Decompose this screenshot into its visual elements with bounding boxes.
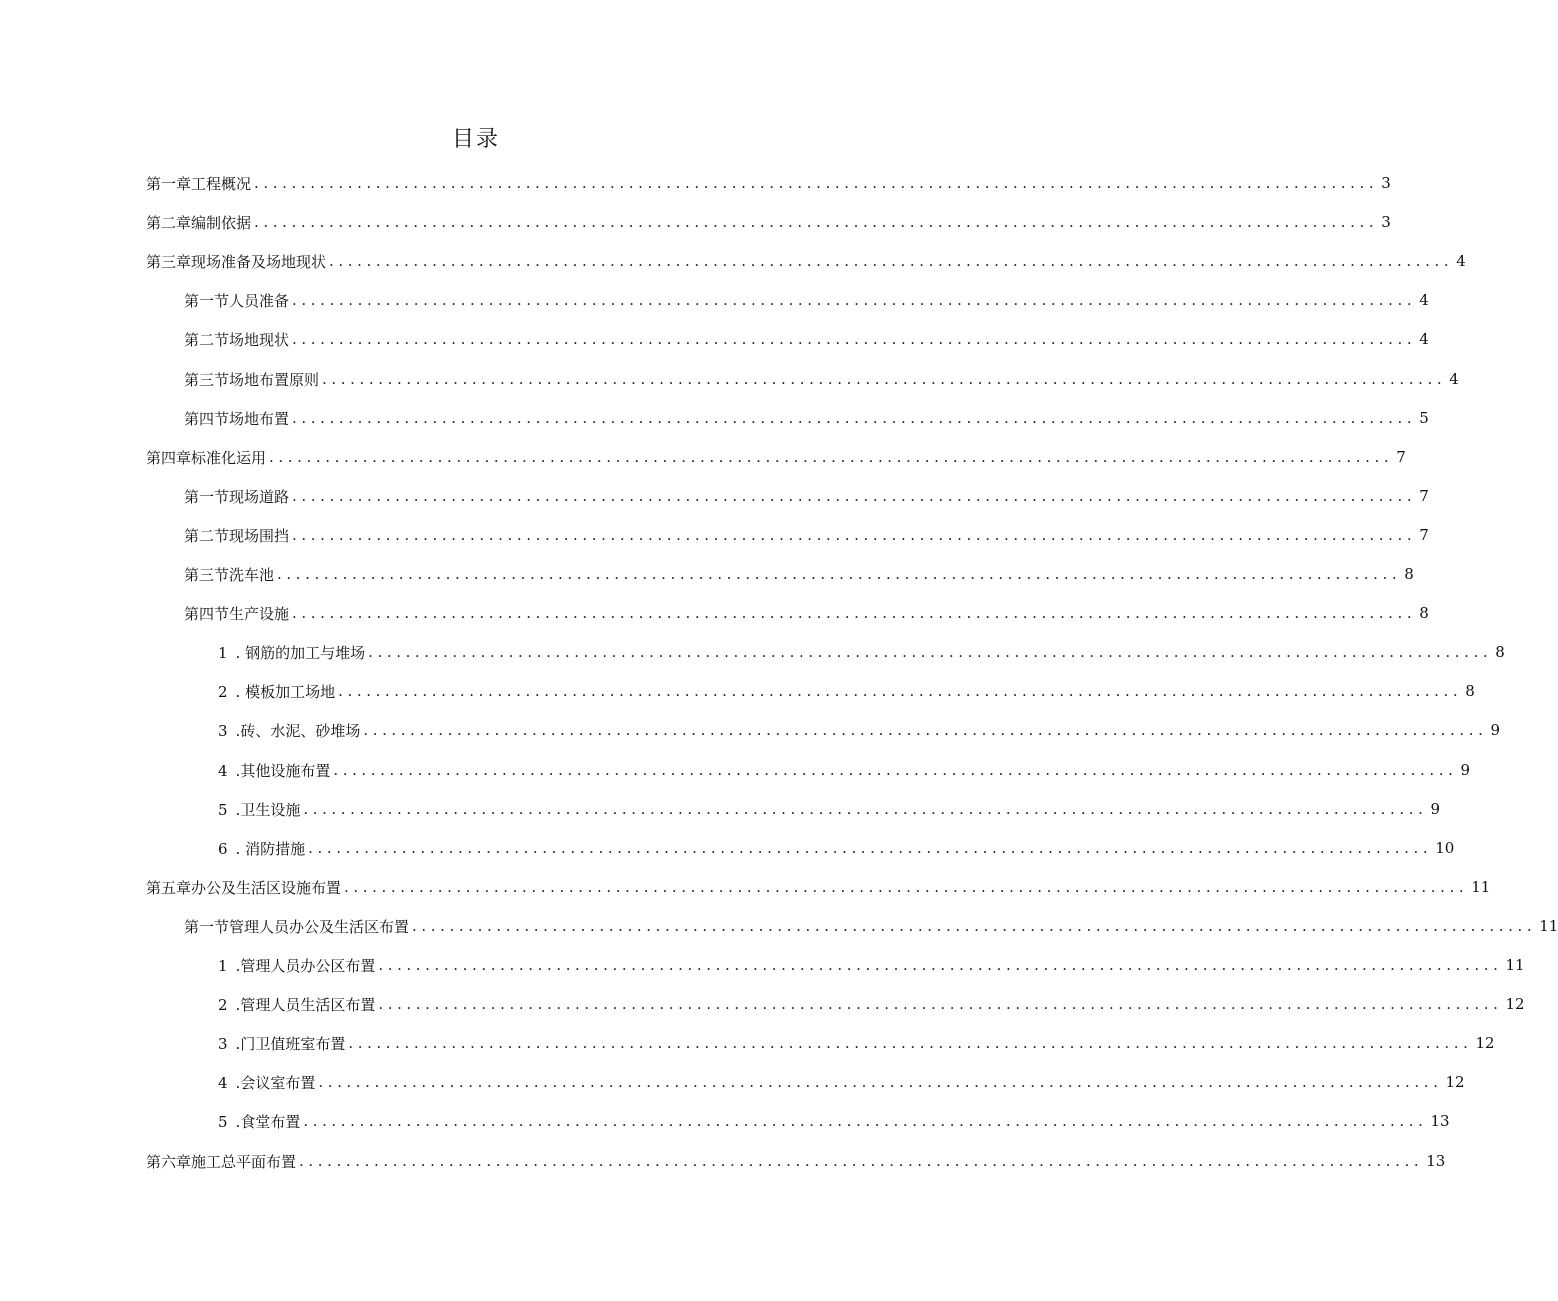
toc-entry-level-2[interactable] [184, 519, 1429, 551]
toc-entry-level-3[interactable] [218, 1027, 1495, 1059]
toc-entry-number: 2 [218, 682, 228, 701]
toc-entry-level-3[interactable] [218, 636, 1505, 668]
dot-leader: ........................................................................................................................ [299, 1152, 1424, 1170]
toc-entry-text: .门卫值班室布置 [235, 1034, 346, 1053]
toc-entry-level-1[interactable] [146, 1145, 1446, 1177]
toc-entry-level-2[interactable] [184, 597, 1429, 629]
dot-leader: ........................................................................................................................ [254, 213, 1379, 231]
dot-leader: ........................................................................................................................ [292, 487, 1417, 505]
dot-leader: ........................................................................................................................ [303, 1112, 1428, 1130]
dot-leader: ........................................................................................................................ [308, 839, 1433, 857]
toc-entry-number: 2 [218, 995, 228, 1014]
toc-entry-level-1[interactable] [146, 167, 1391, 199]
toc-entry-level-3[interactable] [218, 832, 1455, 864]
toc-entry-level-2[interactable] [184, 363, 1459, 395]
toc-entry-label [218, 1072, 315, 1093]
toc-entry-text: 第一节现场道路 [184, 487, 290, 506]
toc-page-number: 7 [1419, 487, 1429, 505]
toc-entry-number: 4 [218, 1073, 228, 1092]
toc-page-number: 11 [1539, 917, 1558, 935]
toc-entry-text: . 消防措施 [235, 839, 306, 858]
toc-page-number: 4 [1456, 252, 1466, 270]
toc-entry-number: 5 [218, 800, 228, 819]
toc-entry-text: .其他设施布置 [235, 761, 331, 780]
dot-leader: ........................................................................................................................ [292, 409, 1417, 427]
toc-page-number: 12 [1445, 1073, 1465, 1091]
toc-entry-number: 1 [218, 643, 228, 662]
dot-leader: ........................................................................................................................ [348, 1034, 1473, 1052]
toc-entry-text: 第四章标准化运用 [146, 448, 267, 467]
toc-entry-number: 1 [218, 956, 228, 975]
toc-entry-label [146, 212, 251, 233]
toc-entry-level-1[interactable] [146, 206, 1391, 238]
toc-entry-number: 6 [218, 839, 228, 858]
toc-entry-label [184, 603, 289, 624]
toc-entry-label [184, 916, 409, 937]
toc-entry-text: .卫生设施 [235, 800, 301, 819]
toc-entry-text: 第一节人员准备 [184, 291, 290, 310]
toc-entry-text: .食堂布置 [235, 1112, 301, 1131]
dot-leader: ........................................................................................................................ [322, 370, 1447, 388]
dot-leader: ........................................................................................................................ [292, 330, 1417, 348]
toc-entry-number: 5 [218, 1112, 228, 1131]
toc-entry-label [184, 408, 289, 429]
toc-entry-label [218, 760, 330, 781]
toc-entry-label [218, 838, 305, 859]
toc-entry-level-3[interactable] [218, 1105, 1450, 1137]
toc-page-number: 12 [1475, 1034, 1495, 1052]
toc-page-number: 9 [1430, 800, 1441, 818]
toc-entry-text: . 模板加工场地 [235, 682, 336, 701]
toc-entry-label [184, 486, 289, 507]
toc-entry-level-2[interactable] [184, 402, 1429, 434]
toc-entry-label [146, 447, 266, 468]
toc-entry-level-3[interactable] [218, 675, 1475, 707]
toc-page-number: 13 [1426, 1152, 1446, 1170]
toc-page-number: 10 [1435, 839, 1455, 857]
dot-leader: ........................................................................................................................ [254, 174, 1379, 192]
toc-page-number: 7 [1419, 526, 1429, 544]
toc-page-number: 8 [1465, 682, 1475, 700]
dot-leader: ........................................................................................................................ [277, 565, 1402, 583]
toc-entry-text: 第六章施工总平面布置 [146, 1152, 297, 1171]
toc-page-number: 8 [1419, 604, 1429, 622]
dot-leader: ........................................................................................................................ [378, 956, 1503, 974]
toc-entry-level-1[interactable] [146, 245, 1466, 277]
toc-entry-text: 第四节场地布置 [184, 409, 290, 428]
toc-entry-label [184, 329, 289, 350]
dot-leader: ........................................................................................................................ [292, 291, 1417, 309]
toc-entry-level-2[interactable] [184, 480, 1429, 512]
toc-page-number: 11 [1471, 878, 1491, 896]
toc-entry-level-2[interactable] [184, 558, 1414, 590]
dot-leader: ........................................................................................................................ [344, 878, 1469, 896]
toc-page-number: 4 [1449, 370, 1459, 388]
toc-page-number: 8 [1404, 565, 1414, 583]
toc-entry-level-3[interactable] [218, 754, 1471, 786]
toc-entry-label [184, 369, 319, 390]
toc-entry-level-3[interactable] [218, 714, 1501, 746]
dot-leader: ........................................................................................................................ [303, 800, 1428, 818]
toc-entry-text: 第二节场地现状 [184, 330, 290, 349]
toc-entry-label [184, 525, 289, 546]
toc-page-number: 4 [1419, 291, 1429, 309]
dot-leader: ........................................................................................................................ [338, 682, 1463, 700]
toc-entry-text: 第二节现场围挡 [184, 526, 290, 545]
toc-entry-number: 3 [218, 721, 228, 740]
toc-entry-text: 第一节管理人员办公及生活区布置 [184, 917, 410, 936]
toc-entry-label [146, 1151, 296, 1172]
toc-entry-text: .砖、水泥、砂堆场 [235, 721, 361, 740]
toc-entry-text: 第四节生产设施 [184, 604, 290, 623]
toc-page-number: 11 [1505, 956, 1525, 974]
toc-entry-text: 第三节场地布置原则 [184, 370, 320, 389]
toc-entry-text: 第三章现场准备及场地现状 [146, 252, 327, 271]
toc-page-number: 7 [1396, 448, 1406, 466]
toc-entry-label [218, 799, 300, 820]
dot-leader: ........................................................................................................................ [269, 448, 1394, 466]
toc-entry-text: 第五章办公及生活区设施布置 [146, 878, 342, 897]
toc-entry-text: 第一章工程概况 [146, 174, 252, 193]
toc-entry-level-1[interactable] [146, 441, 1406, 473]
dot-leader: ........................................................................................................................ [329, 252, 1454, 270]
toc-page-number: 9 [1460, 761, 1471, 779]
toc-entry-text: .会议室布置 [235, 1073, 316, 1092]
toc-entry-number: 4 [218, 761, 228, 780]
toc-page-number: 13 [1430, 1112, 1450, 1130]
dot-leader: ........................................................................................................................ [318, 1073, 1443, 1091]
toc-entry-text: . 钢筋的加工与堆场 [235, 643, 366, 662]
toc-page-number: 5 [1419, 409, 1429, 427]
toc-entry-label [218, 955, 375, 976]
toc-entry-level-3[interactable] [218, 949, 1525, 981]
dot-leader: ........................................................................................................................ [412, 917, 1537, 935]
toc-page-number: 9 [1490, 721, 1501, 739]
toc-entry-label [218, 1111, 300, 1132]
dot-leader: ........................................................................................................................ [292, 526, 1417, 544]
toc-entry-label [218, 681, 335, 702]
toc-entry-text: 第二章编制依据 [146, 213, 252, 232]
dot-leader: ........................................................................................................................ [378, 995, 1503, 1013]
toc-entry-label [184, 564, 274, 585]
toc-entry-level-3[interactable] [218, 988, 1525, 1020]
toc-entry-label [218, 994, 375, 1015]
toc-entry-label [146, 251, 326, 272]
toc-entry-label [218, 1033, 345, 1054]
toc-entry-text: .管理人员办公区布置 [235, 956, 376, 975]
dot-leader: ........................................................................................................................ [292, 604, 1417, 622]
toc-entry-label [218, 642, 365, 663]
toc-entry-level-3[interactable] [218, 793, 1441, 825]
dot-leader: ........................................................................................................................ [363, 721, 1488, 739]
dot-leader: ........................................................................................................................ [368, 643, 1493, 661]
toc-entry-label [146, 877, 341, 898]
toc-entry-level-3[interactable] [218, 1066, 1465, 1098]
toc-page-number: 12 [1505, 995, 1525, 1013]
toc-entry-label [218, 720, 360, 741]
toc-entry-number: 3 [218, 1034, 228, 1053]
toc-page-number: 3 [1381, 174, 1391, 192]
toc-page-number: 4 [1419, 330, 1429, 348]
toc-entry-level-1[interactable] [146, 871, 1491, 903]
toc-title: 目录 [451, 127, 500, 152]
toc-page-number: 8 [1495, 643, 1505, 661]
toc-entry-text: .管理人员生活区布置 [235, 995, 376, 1014]
toc-entry-level-2[interactable] [184, 284, 1429, 316]
toc-entry-label [146, 173, 251, 194]
toc-entry-label [184, 290, 289, 311]
toc-entry-level-2[interactable] [184, 323, 1429, 355]
toc-page-number: 3 [1381, 213, 1391, 231]
dot-leader: ........................................................................................................................ [333, 761, 1458, 779]
toc-entry-text: 第三节洗车池 [184, 565, 275, 584]
toc-entry-level-2[interactable] [184, 910, 1558, 942]
